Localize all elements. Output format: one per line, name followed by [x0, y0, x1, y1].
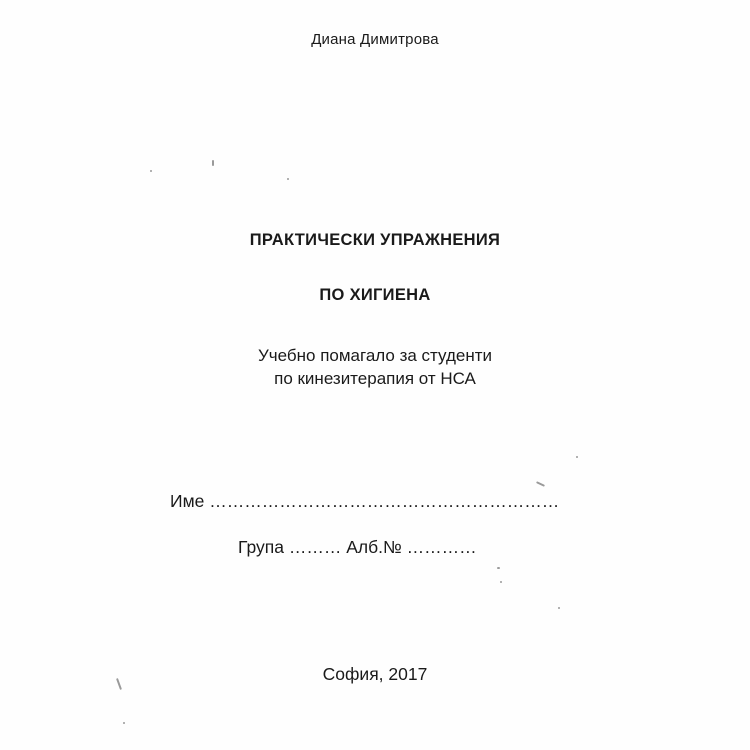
name-field: Име …………………………………………………… [170, 491, 560, 511]
scan-speck [576, 456, 578, 458]
subtitle-line-1: Учебно помагало за студенти [257, 346, 493, 365]
scan-speck [497, 567, 500, 569]
title-line-1: ПРАКТИЧЕСКИ УПРАЖНЕНИЯ [249, 231, 501, 249]
scan-speck [500, 581, 502, 583]
author-name: Диана Димитрова [311, 31, 439, 48]
subtitle-line-2: по кинезитерапия от НСА [274, 369, 476, 388]
scan-speck [150, 170, 152, 172]
scan-speck [123, 722, 125, 724]
subtitle [0, 344, 750, 390]
place-year: София, 2017 [322, 664, 428, 684]
group-field: Група ……… Алб.№ ………… [238, 537, 477, 557]
scan-speck [558, 607, 560, 609]
scan-speck [536, 481, 545, 487]
scan-speck [212, 160, 214, 166]
scan-speck [287, 178, 289, 180]
title-line-2: ПО ХИГИЕНА [319, 286, 431, 304]
